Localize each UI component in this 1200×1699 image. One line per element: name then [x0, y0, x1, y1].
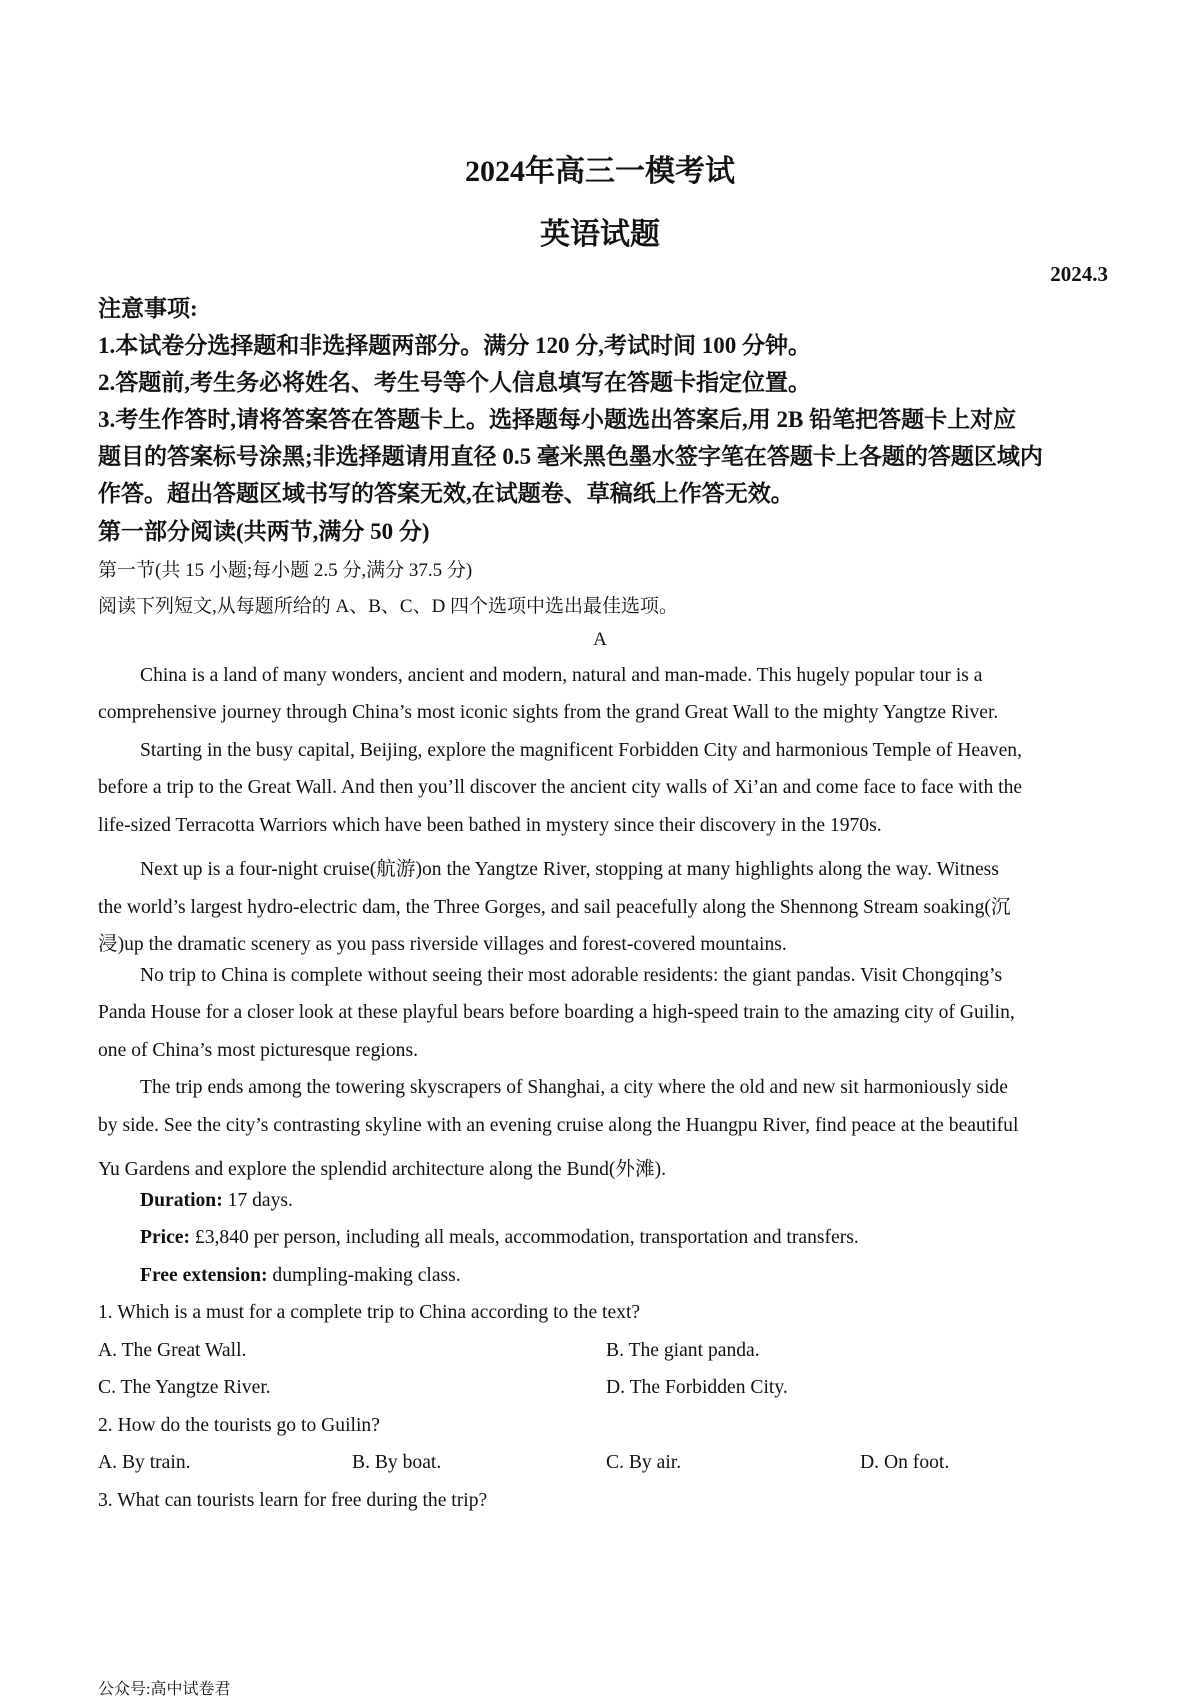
notes-line: 题目的答案标号涂黑;非选择题请用直径 0.5 毫米黑色墨水签字笔在答题卡上各题的答题区域内: [98, 444, 1043, 469]
question-3: 3. What can tourists learn for free during the trip?: [98, 1490, 488, 1511]
passage-line: one of China’s most picturesque regions.: [98, 1040, 418, 1061]
price-value: £3,840 per person, including all meals, accommodation, transportation and transfers.: [190, 1227, 859, 1248]
exam-date: 2024.3: [1050, 262, 1108, 286]
footer-note: 公众号:高中试卷君: [98, 1681, 231, 1698]
instruction: 阅读下列短文,从每题所给的 A、B、C、D 四个选项中选出最佳选项。: [98, 596, 679, 617]
part1-heading: 第一部分阅读(共两节,满分 50 分): [98, 519, 430, 544]
q1-option-b: B. The giant panda.: [606, 1340, 760, 1361]
passage-line: before a trip to the Great Wall. And then you’ll discover the ancient city walls of Xi’an and come face to face with the: [98, 777, 1023, 798]
passage-line: Next up is a four-night cruise(航游)on the Yangtze River, stopping at many highlights along the way. Witness: [140, 859, 999, 880]
duration-value: 17 days.: [222, 1190, 293, 1211]
passage-line: Starting in the busy capital, Beijing, explore the magnificent Forbidden City and harmonious Temple of Heaven,: [140, 740, 1022, 761]
extension-label: Free extension:: [140, 1265, 268, 1286]
passage-line: 浸)up the dramatic scenery as you pass riverside villages and forest-covered mountains.: [98, 934, 787, 955]
notes-line: 1.本试卷分选择题和非选择题两部分。满分 120 分,考试时间 100 分钟。: [98, 333, 811, 358]
passage-line: the world’s largest hydro-electric dam, the Three Gorges, and sail peacefully along the Shennong Stream soaking(沉: [98, 897, 1011, 918]
question-1: 1. Which is a must for a complete trip to China according to the text?: [98, 1302, 641, 1323]
q2-option-b: B. By boat.: [352, 1452, 442, 1473]
extension-value: dumpling-making class.: [267, 1265, 461, 1286]
price-label: Price:: [140, 1227, 191, 1248]
exam-subtitle: 英语试题: [540, 218, 660, 251]
passage-label: A: [593, 629, 607, 650]
extension-info: [140, 1265, 1110, 1287]
passage-line: Yu Gardens and explore the splendid architecture along the Bund(外滩).: [98, 1159, 667, 1180]
q1-option-c: C. The Yangtze River.: [98, 1377, 271, 1398]
notes-line: 3.考生作答时,请将答案答在答题卡上。选择题每小题选出答案后,用 2B 铅笔把答题卡上对应: [98, 407, 1017, 432]
duration-label: Duration:: [140, 1190, 223, 1211]
notes-line: 2.答题前,考生务必将姓名、考生号等个人信息填写在答题卡指定位置。: [98, 370, 811, 395]
passage-line: The trip ends among the towering skyscrapers of Shanghai, a city where the old and new sit harmoniously side: [140, 1077, 1008, 1098]
notes-heading: 注意事项:: [98, 296, 198, 321]
q2-option-d: D. On foot.: [860, 1452, 950, 1473]
section-info: 第一节(共 15 小题;每小题 2.5 分,满分 37.5 分): [98, 560, 473, 581]
q2-option-a: A. By train.: [98, 1452, 191, 1473]
passage-line: by side. See the city’s contrasting skyline with an evening cruise along the Huangpu River, find peace at the beautiful: [98, 1115, 1019, 1136]
q1-option-a: A. The Great Wall.: [98, 1340, 247, 1361]
exam-title: 2024年高三一模考试: [465, 155, 735, 188]
q1-option-d: D. The Forbidden City.: [606, 1377, 788, 1398]
duration-info: [140, 1190, 1110, 1212]
notes-line: 作答。超出答题区域书写的答案无效,在试题卷、草稿纸上作答无效。: [98, 481, 794, 506]
q2-option-c: C. By air.: [606, 1452, 682, 1473]
passage-line: life-sized Terracotta Warriors which have been bathed in mystery since their discovery in the 1970s.: [98, 815, 882, 836]
passage-line: China is a land of many wonders, ancient and modern, natural and man-made. This hugely popular tour is a: [140, 665, 983, 686]
price-info: [140, 1227, 1110, 1249]
passage-line: Panda House for a closer look at these playful bears before boarding a high-speed train to the amazing city of Guilin,: [98, 1002, 1015, 1023]
passage-line: comprehensive journey through China’s most iconic sights from the grand Great Wall to the mighty Yangtze River.: [98, 702, 999, 723]
question-2: 2. How do the tourists go to Guilin?: [98, 1415, 380, 1436]
passage-line: No trip to China is complete without seeing their most adorable residents: the giant pandas. Visit Chongqing’s: [140, 965, 1003, 986]
